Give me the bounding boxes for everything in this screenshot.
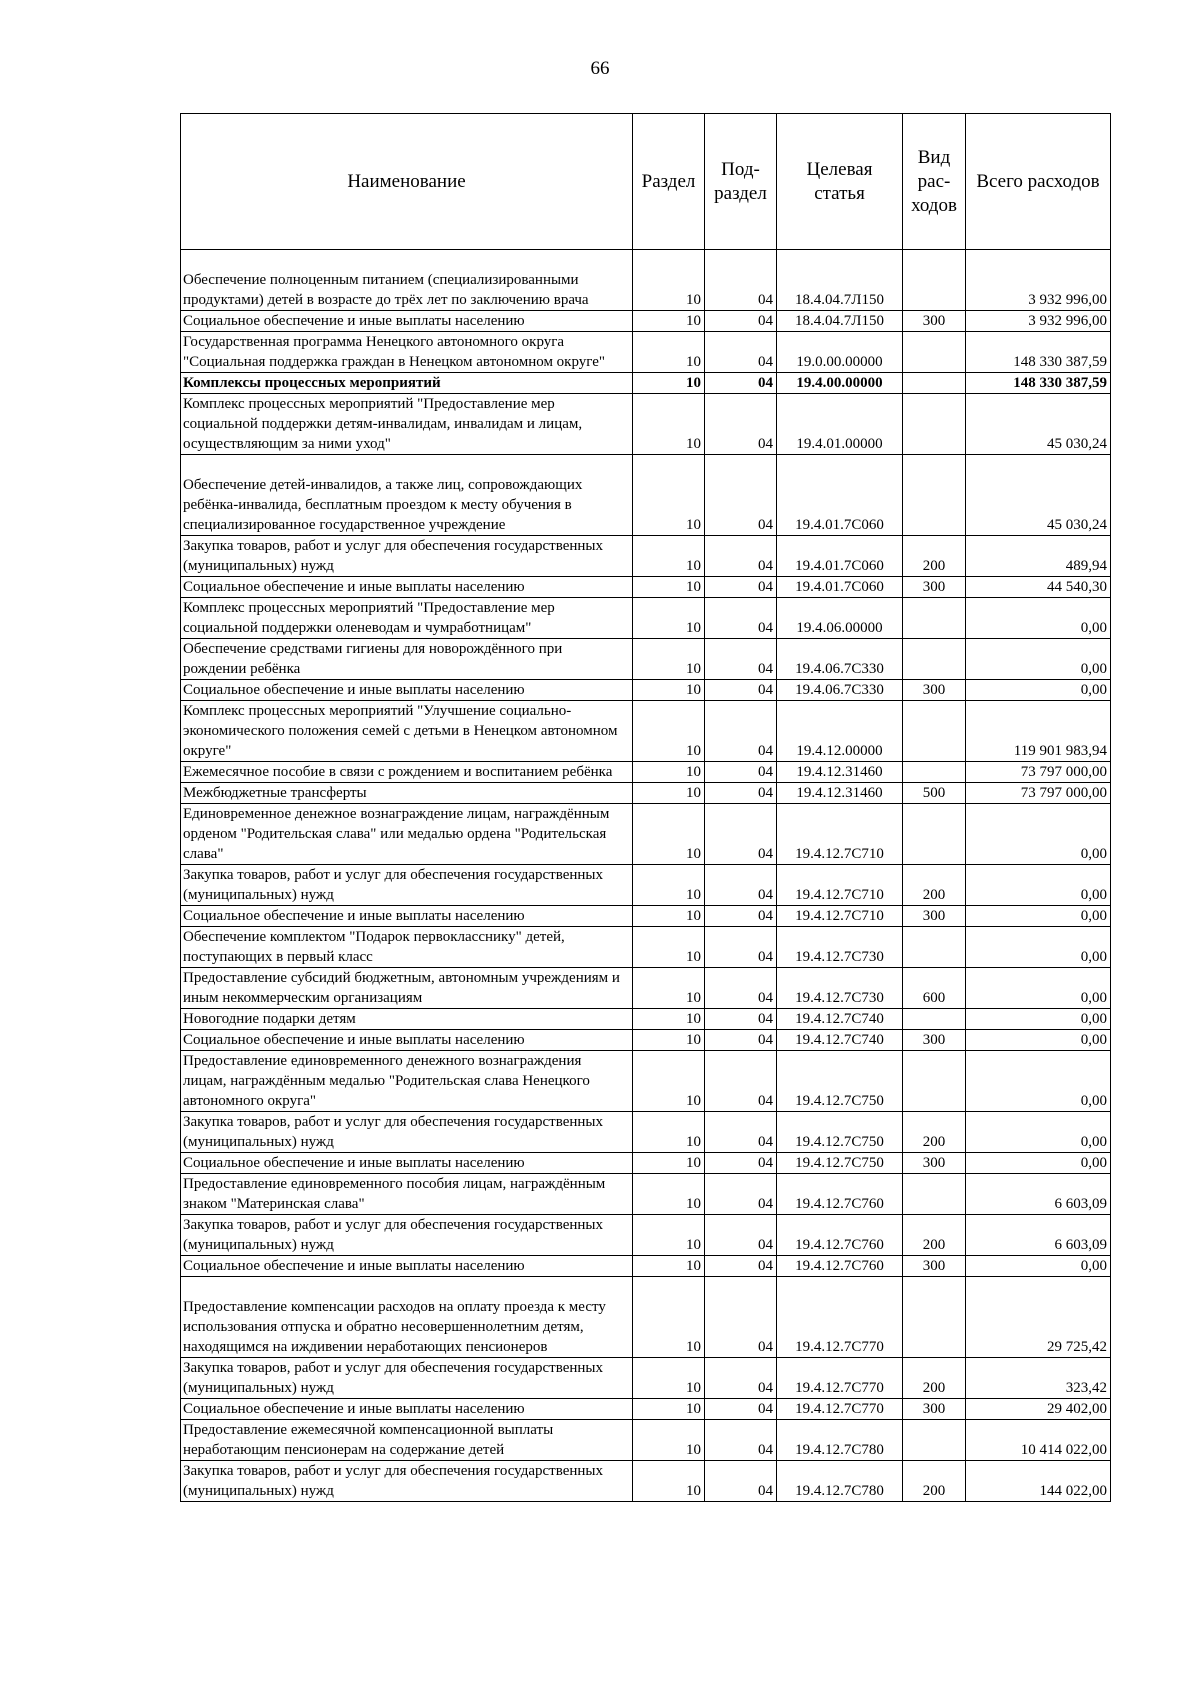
row-razdel: 10 xyxy=(633,968,705,1009)
row-vid: 500 xyxy=(903,783,966,804)
row-name: Предоставление единовременного пособия лицам, награждённым знаком "Материнская слава" xyxy=(181,1174,633,1215)
row-vid: 200 xyxy=(903,1112,966,1153)
row-podrazdel: 04 xyxy=(705,1215,777,1256)
table-row xyxy=(181,1399,1111,1420)
row-podrazdel: 04 xyxy=(705,1461,777,1502)
table-row xyxy=(181,536,1111,577)
row-vid: 300 xyxy=(903,1399,966,1420)
row-vid xyxy=(903,1420,966,1461)
row-statya: 19.4.12.7С730 xyxy=(777,927,903,968)
row-razdel: 10 xyxy=(633,250,705,311)
row-razdel: 10 xyxy=(633,536,705,577)
row-razdel: 10 xyxy=(633,455,705,536)
row-name: Предоставление ежемесячной компенсационной выплаты неработающим пенсионерам на содержание детей xyxy=(181,1420,633,1461)
row-podrazdel: 04 xyxy=(705,1153,777,1174)
table-row xyxy=(181,311,1111,332)
row-podrazdel: 04 xyxy=(705,783,777,804)
row-podrazdel: 04 xyxy=(705,1420,777,1461)
row-name: Обеспечение детей-инвалидов, а также лиц, сопровождающих ребёнка-инвалида, бесплатным проездом к месту обучения в специализированное государственное учреждение xyxy=(181,455,633,536)
row-razdel: 10 xyxy=(633,1256,705,1277)
row-razdel: 10 xyxy=(633,1174,705,1215)
row-total: 45 030,24 xyxy=(966,455,1111,536)
row-name: Новогодние подарки детям xyxy=(181,1009,633,1030)
table-row xyxy=(181,639,1111,680)
table-row xyxy=(181,394,1111,455)
row-statya: 19.4.01.7С060 xyxy=(777,455,903,536)
row-razdel: 10 xyxy=(633,598,705,639)
row-razdel: 10 xyxy=(633,1420,705,1461)
row-podrazdel: 04 xyxy=(705,311,777,332)
row-razdel: 10 xyxy=(633,680,705,701)
row-statya: 19.4.12.31460 xyxy=(777,783,903,804)
row-total: 0,00 xyxy=(966,1256,1111,1277)
table-row xyxy=(181,680,1111,701)
header-statya: Целевая статья xyxy=(777,114,903,250)
row-statya: 19.4.06.7С330 xyxy=(777,639,903,680)
row-vid: 300 xyxy=(903,1153,966,1174)
row-podrazdel: 04 xyxy=(705,1277,777,1358)
row-razdel: 10 xyxy=(633,577,705,598)
row-vid: 200 xyxy=(903,1461,966,1502)
row-podrazdel: 04 xyxy=(705,598,777,639)
row-razdel: 10 xyxy=(633,311,705,332)
row-statya: 19.4.12.7С740 xyxy=(777,1009,903,1030)
row-name: Социальное обеспечение и иные выплаты населению xyxy=(181,1153,633,1174)
row-total: 0,00 xyxy=(966,639,1111,680)
row-name: Комплексы процессных мероприятий xyxy=(181,373,633,394)
table-row xyxy=(181,1009,1111,1030)
row-name: Закупка товаров, работ и услуг для обеспечения государственных (муниципальных) нужд xyxy=(181,865,633,906)
row-total: 148 330 387,59 xyxy=(966,373,1111,394)
row-vid xyxy=(903,927,966,968)
row-name: Социальное обеспечение и иные выплаты населению xyxy=(181,311,633,332)
row-podrazdel: 04 xyxy=(705,680,777,701)
header-row xyxy=(181,114,1111,250)
row-total: 29 402,00 xyxy=(966,1399,1111,1420)
row-name: Предоставление компенсации расходов на оплату проезда к месту использования отпуска и обратно несовершеннолетним детям, находящимся на иждивении неработающих пенсионеров xyxy=(181,1277,633,1358)
row-vid: 300 xyxy=(903,680,966,701)
row-razdel: 10 xyxy=(633,1461,705,1502)
row-total: 489,94 xyxy=(966,536,1111,577)
row-razdel: 10 xyxy=(633,804,705,865)
row-total: 0,00 xyxy=(966,968,1111,1009)
table-row xyxy=(181,1051,1111,1112)
row-vid: 200 xyxy=(903,865,966,906)
row-vid xyxy=(903,455,966,536)
row-vid: 300 xyxy=(903,1256,966,1277)
row-vid xyxy=(903,804,966,865)
row-statya: 19.4.01.7С060 xyxy=(777,536,903,577)
row-name: Закупка товаров, работ и услуг для обеспечения государственных (муниципальных) нужд xyxy=(181,1215,633,1256)
row-name: Закупка товаров, работ и услуг для обеспечения государственных (муниципальных) нужд xyxy=(181,536,633,577)
table-row xyxy=(181,804,1111,865)
row-razdel: 10 xyxy=(633,927,705,968)
row-total: 44 540,30 xyxy=(966,577,1111,598)
row-total: 144 022,00 xyxy=(966,1461,1111,1502)
row-name: Закупка товаров, работ и услуг для обеспечения государственных (муниципальных) нужд xyxy=(181,1112,633,1153)
row-statya: 19.4.12.7С760 xyxy=(777,1256,903,1277)
row-total: 0,00 xyxy=(966,906,1111,927)
row-statya: 19.4.12.7С710 xyxy=(777,804,903,865)
row-total: 73 797 000,00 xyxy=(966,762,1111,783)
row-razdel: 10 xyxy=(633,1277,705,1358)
row-total: 6 603,09 xyxy=(966,1174,1111,1215)
table-row xyxy=(181,373,1111,394)
row-total: 0,00 xyxy=(966,1051,1111,1112)
row-vid xyxy=(903,373,966,394)
row-name: Государственная программа Ненецкого автономного округа "Социальная поддержка граждан в Ненецком автономном округе" xyxy=(181,332,633,373)
row-name: Ежемесячное пособие в связи с рождением и воспитанием ребёнка xyxy=(181,762,633,783)
row-razdel: 10 xyxy=(633,1030,705,1051)
row-vid: 300 xyxy=(903,906,966,927)
header-razdel: Раздел xyxy=(633,114,705,250)
row-razdel: 10 xyxy=(633,701,705,762)
row-vid xyxy=(903,701,966,762)
table-row xyxy=(181,1461,1111,1502)
row-statya: 19.4.12.7С770 xyxy=(777,1358,903,1399)
table-row xyxy=(181,865,1111,906)
row-razdel: 10 xyxy=(633,1112,705,1153)
row-total: 73 797 000,00 xyxy=(966,783,1111,804)
table-row xyxy=(181,1358,1111,1399)
row-name: Единовременное денежное вознаграждение лицам, награждённым орденом "Родительская слава" или медалью ордена "Родительская слава" xyxy=(181,804,633,865)
row-statya: 19.4.12.31460 xyxy=(777,762,903,783)
row-razdel: 10 xyxy=(633,1153,705,1174)
row-statya: 19.4.12.7С780 xyxy=(777,1420,903,1461)
row-total: 3 932 996,00 xyxy=(966,250,1111,311)
table-row xyxy=(181,701,1111,762)
row-podrazdel: 04 xyxy=(705,1030,777,1051)
row-name: Закупка товаров, работ и услуг для обеспечения государственных (муниципальных) нужд xyxy=(181,1358,633,1399)
row-name: Обеспечение полноценным питанием (специализированными продуктами) детей в возрасте до трёх лет по заключению врача xyxy=(181,250,633,311)
table-row xyxy=(181,1174,1111,1215)
row-total: 0,00 xyxy=(966,1112,1111,1153)
row-total: 0,00 xyxy=(966,1030,1111,1051)
row-total: 6 603,09 xyxy=(966,1215,1111,1256)
row-statya: 19.4.12.7С760 xyxy=(777,1174,903,1215)
row-total: 0,00 xyxy=(966,865,1111,906)
row-podrazdel: 04 xyxy=(705,1174,777,1215)
row-name: Межбюджетные трансферты xyxy=(181,783,633,804)
row-statya: 19.4.12.7С760 xyxy=(777,1215,903,1256)
row-statya: 19.4.12.7С750 xyxy=(777,1153,903,1174)
table-row xyxy=(181,968,1111,1009)
row-podrazdel: 04 xyxy=(705,1399,777,1420)
row-razdel: 10 xyxy=(633,1358,705,1399)
row-razdel: 10 xyxy=(633,394,705,455)
table-row xyxy=(181,1256,1111,1277)
header-vid: Вид рас-ходов xyxy=(903,114,966,250)
table-row xyxy=(181,1420,1111,1461)
row-vid: 600 xyxy=(903,968,966,1009)
row-podrazdel: 04 xyxy=(705,968,777,1009)
row-statya: 19.4.12.00000 xyxy=(777,701,903,762)
row-vid: 200 xyxy=(903,536,966,577)
row-razdel: 10 xyxy=(633,639,705,680)
row-vid xyxy=(903,1009,966,1030)
row-total: 0,00 xyxy=(966,1153,1111,1174)
row-name: Социальное обеспечение и иные выплаты населению xyxy=(181,1030,633,1051)
header-total: Всего расходов xyxy=(966,114,1111,250)
row-statya: 19.4.01.7С060 xyxy=(777,577,903,598)
row-name: Предоставление единовременного денежного вознаграждения лицам, награждённым медалью "Родительская слава Ненецкого автономного округа" xyxy=(181,1051,633,1112)
row-name: Комплекс процессных мероприятий "Предоставление мер социальной поддержки детям-инвалидам, инвалидам и лицам, осуществляющим за ними уход" xyxy=(181,394,633,455)
row-vid xyxy=(903,1051,966,1112)
row-podrazdel: 04 xyxy=(705,804,777,865)
row-podrazdel: 04 xyxy=(705,1112,777,1153)
table-row xyxy=(181,927,1111,968)
row-total: 29 725,42 xyxy=(966,1277,1111,1358)
row-vid xyxy=(903,394,966,455)
row-razdel: 10 xyxy=(633,762,705,783)
row-vid xyxy=(903,598,966,639)
row-name: Социальное обеспечение и иные выплаты населению xyxy=(181,1399,633,1420)
row-vid: 300 xyxy=(903,311,966,332)
row-name: Обеспечение средствами гигиены для новорождённого при рождении ребёнка xyxy=(181,639,633,680)
row-vid xyxy=(903,332,966,373)
table-row xyxy=(181,762,1111,783)
row-statya: 19.4.12.7С710 xyxy=(777,906,903,927)
table-row xyxy=(181,906,1111,927)
row-razdel: 10 xyxy=(633,783,705,804)
row-razdel: 10 xyxy=(633,906,705,927)
row-razdel: 10 xyxy=(633,1399,705,1420)
row-statya: 19.4.12.7С710 xyxy=(777,865,903,906)
row-total: 0,00 xyxy=(966,1009,1111,1030)
row-podrazdel: 04 xyxy=(705,332,777,373)
row-statya: 19.4.12.7С750 xyxy=(777,1112,903,1153)
row-total: 3 932 996,00 xyxy=(966,311,1111,332)
row-statya: 19.4.12.7С770 xyxy=(777,1399,903,1420)
row-name: Предоставление субсидий бюджетным, автономным учреждениям и иным некоммерческим организациям xyxy=(181,968,633,1009)
row-razdel: 10 xyxy=(633,373,705,394)
row-podrazdel: 04 xyxy=(705,373,777,394)
row-total: 0,00 xyxy=(966,598,1111,639)
table-row xyxy=(181,1215,1111,1256)
row-total: 0,00 xyxy=(966,804,1111,865)
row-vid: 200 xyxy=(903,1358,966,1399)
page-number: 66 xyxy=(590,58,610,79)
row-statya: 19.4.12.7С780 xyxy=(777,1461,903,1502)
row-total: 0,00 xyxy=(966,680,1111,701)
row-total: 45 030,24 xyxy=(966,394,1111,455)
table-row xyxy=(181,577,1111,598)
row-statya: 19.4.01.00000 xyxy=(777,394,903,455)
row-podrazdel: 04 xyxy=(705,1358,777,1399)
row-vid xyxy=(903,250,966,311)
table-row xyxy=(181,332,1111,373)
table-row xyxy=(181,1112,1111,1153)
row-statya: 19.4.12.7С770 xyxy=(777,1277,903,1358)
row-razdel: 10 xyxy=(633,1009,705,1030)
row-vid: 200 xyxy=(903,1215,966,1256)
row-name: Закупка товаров, работ и услуг для обеспечения государственных (муниципальных) нужд xyxy=(181,1461,633,1502)
row-total: 148 330 387,59 xyxy=(966,332,1111,373)
row-vid xyxy=(903,1277,966,1358)
row-podrazdel: 04 xyxy=(705,577,777,598)
row-name: Социальное обеспечение и иные выплаты населению xyxy=(181,680,633,701)
row-statya: 18.4.04.7Л150 xyxy=(777,311,903,332)
row-podrazdel: 04 xyxy=(705,1051,777,1112)
row-podrazdel: 04 xyxy=(705,762,777,783)
row-statya: 19.4.00.00000 xyxy=(777,373,903,394)
row-total: 323,42 xyxy=(966,1358,1111,1399)
row-podrazdel: 04 xyxy=(705,639,777,680)
row-statya: 19.4.12.7С740 xyxy=(777,1030,903,1051)
row-total: 119 901 983,94 xyxy=(966,701,1111,762)
row-statya: 19.4.12.7С750 xyxy=(777,1051,903,1112)
row-podrazdel: 04 xyxy=(705,250,777,311)
row-podrazdel: 04 xyxy=(705,927,777,968)
row-name: Комплекс процессных мероприятий "Улучшение социально-экономического положения семей с детьми в Ненецком автономном округе" xyxy=(181,701,633,762)
row-podrazdel: 04 xyxy=(705,865,777,906)
row-razdel: 10 xyxy=(633,865,705,906)
row-statya: 19.4.12.7С730 xyxy=(777,968,903,1009)
table-row xyxy=(181,1030,1111,1051)
row-razdel: 10 xyxy=(633,332,705,373)
row-vid xyxy=(903,1174,966,1215)
row-statya: 19.4.06.7С330 xyxy=(777,680,903,701)
row-podrazdel: 04 xyxy=(705,394,777,455)
row-podrazdel: 04 xyxy=(705,701,777,762)
row-statya: 18.4.04.7Л150 xyxy=(777,250,903,311)
row-name: Обеспечение комплектом "Подарок первокласснику" детей, поступающих в первый класс xyxy=(181,927,633,968)
row-podrazdel: 04 xyxy=(705,1256,777,1277)
row-total: 0,00 xyxy=(966,927,1111,968)
table-row xyxy=(181,598,1111,639)
header-name: Наименование xyxy=(181,114,633,250)
row-name: Социальное обеспечение и иные выплаты населению xyxy=(181,906,633,927)
table-row xyxy=(181,250,1111,311)
table-row xyxy=(181,1153,1111,1174)
row-podrazdel: 04 xyxy=(705,455,777,536)
row-statya: 19.4.06.00000 xyxy=(777,598,903,639)
row-podrazdel: 04 xyxy=(705,906,777,927)
budget-table xyxy=(180,113,1111,1502)
row-razdel: 10 xyxy=(633,1051,705,1112)
row-vid: 300 xyxy=(903,1030,966,1051)
table-row xyxy=(181,1277,1111,1358)
table-row xyxy=(181,783,1111,804)
row-vid xyxy=(903,639,966,680)
table-row xyxy=(181,455,1111,536)
row-name: Комплекс процессных мероприятий "Предоставление мер социальной поддержки оленеводам и чумработницам" xyxy=(181,598,633,639)
row-vid xyxy=(903,762,966,783)
row-razdel: 10 xyxy=(633,1215,705,1256)
row-name: Социальное обеспечение и иные выплаты населению xyxy=(181,1256,633,1277)
row-statya: 19.0.00.00000 xyxy=(777,332,903,373)
row-podrazdel: 04 xyxy=(705,1009,777,1030)
header-podrazdel: Под-раздел xyxy=(705,114,777,250)
row-name: Социальное обеспечение и иные выплаты населению xyxy=(181,577,633,598)
row-vid: 300 xyxy=(903,577,966,598)
row-total: 10 414 022,00 xyxy=(966,1420,1111,1461)
row-podrazdel: 04 xyxy=(705,536,777,577)
